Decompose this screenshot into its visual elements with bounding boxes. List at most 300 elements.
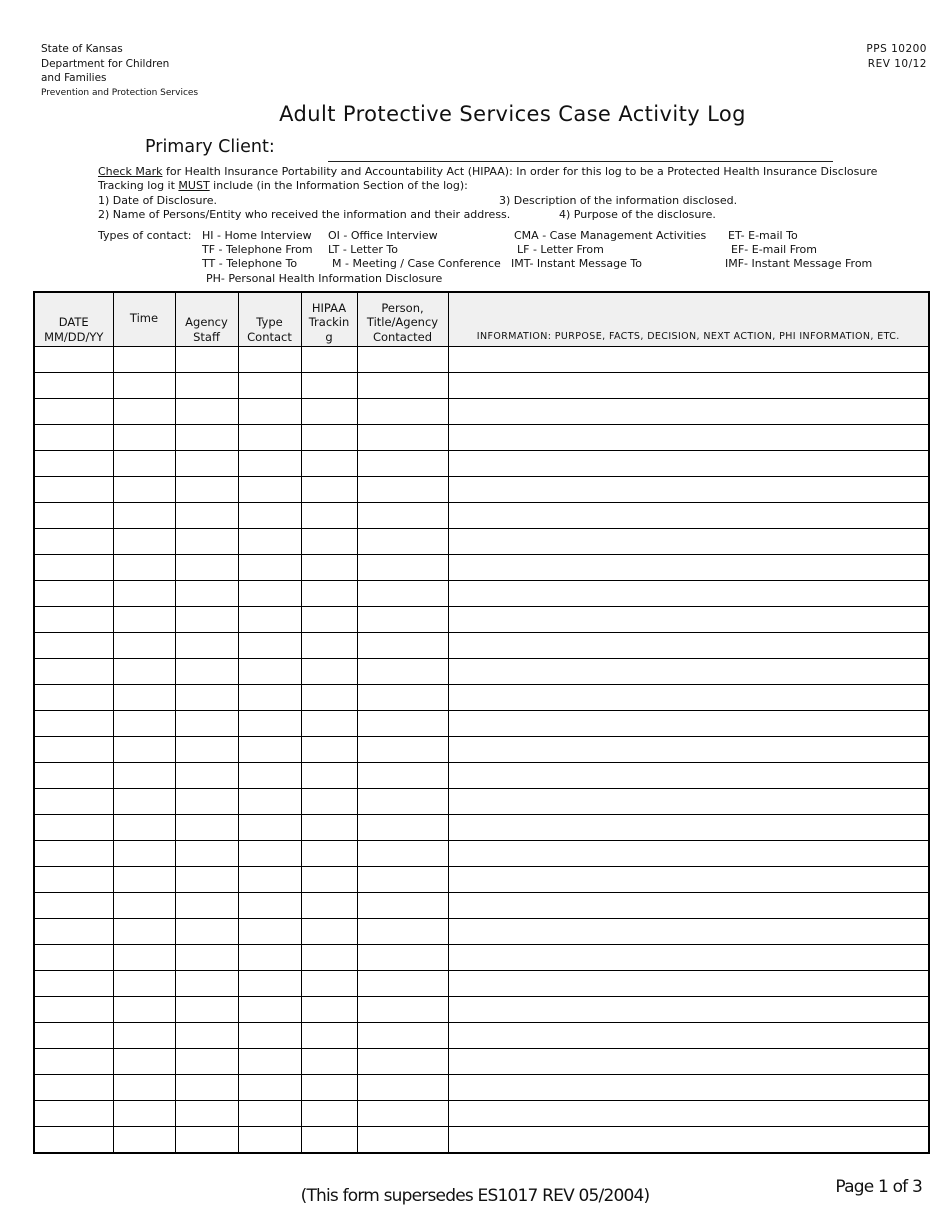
cell-person-contacted[interactable]: [357, 529, 448, 555]
cell-time[interactable]: [113, 1127, 175, 1154]
cell-agency-staff[interactable]: [175, 633, 238, 659]
cell-information[interactable]: [448, 685, 929, 711]
cell-information[interactable]: [448, 997, 929, 1023]
cell-type-contact[interactable]: [238, 737, 301, 763]
cell-time[interactable]: [113, 503, 175, 529]
cell-hipaa-tracking[interactable]: [301, 1101, 357, 1127]
table-row: [34, 1023, 929, 1049]
cell-type-contact[interactable]: [238, 425, 301, 451]
cell-type-contact[interactable]: [238, 815, 301, 841]
cell-agency-staff[interactable]: [175, 347, 238, 373]
cell-agency-staff[interactable]: [175, 737, 238, 763]
contact-type-m: M - Meeting / Case Conference: [332, 257, 501, 271]
cell-type-contact[interactable]: [238, 841, 301, 867]
cell-information[interactable]: [448, 347, 929, 373]
contact-type-et: ET- E-mail To: [728, 229, 798, 242]
cell-time[interactable]: [113, 1023, 175, 1049]
cell-person-contacted[interactable]: [357, 893, 448, 919]
cell-hipaa-tracking[interactable]: [301, 763, 357, 789]
cell-hipaa-tracking[interactable]: [301, 425, 357, 451]
col-type-line1: Type: [256, 315, 283, 329]
contact-types-label: Types of contact:: [98, 229, 192, 242]
cell-person-contacted[interactable]: [357, 477, 448, 503]
cell-information[interactable]: [448, 841, 929, 867]
cell-type-contact[interactable]: [238, 763, 301, 789]
form-revision: REV 10/12: [867, 57, 927, 70]
cell-hipaa-tracking[interactable]: [301, 685, 357, 711]
table-row: [34, 685, 929, 711]
cell-date[interactable]: [34, 555, 113, 581]
cell-type-contact[interactable]: [238, 789, 301, 815]
cell-person-contacted[interactable]: [357, 451, 448, 477]
cell-information[interactable]: [448, 633, 929, 659]
cell-type-contact[interactable]: [238, 503, 301, 529]
table-row: [34, 841, 929, 867]
cell-type-contact[interactable]: [238, 477, 301, 503]
cell-agency-staff[interactable]: [175, 1127, 238, 1154]
contact-types-col4: [725, 229, 872, 272]
hipaa-item-3: 3) Description of the information disclosed.: [499, 193, 738, 207]
table-row: [34, 1075, 929, 1101]
cell-time[interactable]: [113, 815, 175, 841]
table-row: [34, 867, 929, 893]
contact-type-lt: LT - Letter To: [328, 243, 398, 257]
cell-date[interactable]: [34, 477, 113, 503]
contact-type-tt: TT - Telephone To: [202, 257, 298, 271]
cell-information[interactable]: [448, 425, 929, 451]
agency-division: Prevention and Protection Services: [41, 87, 199, 98]
cell-type-contact[interactable]: [238, 1049, 301, 1075]
cell-information[interactable]: [448, 607, 929, 633]
cell-type-contact[interactable]: [238, 529, 301, 555]
cell-type-contact[interactable]: [238, 893, 301, 919]
table-row: [34, 659, 929, 685]
table-row: [34, 945, 929, 971]
contact-type-hi: HI - Home Interview: [202, 229, 312, 242]
cell-agency-staff[interactable]: [175, 711, 238, 737]
cell-time[interactable]: [113, 529, 175, 555]
cell-person-contacted[interactable]: [357, 737, 448, 763]
cell-time[interactable]: [113, 945, 175, 971]
table-row: [34, 529, 929, 555]
cell-hipaa-tracking[interactable]: [301, 997, 357, 1023]
form-number: PPS 10200: [866, 43, 927, 55]
table-row: [34, 425, 929, 451]
cell-person-contacted[interactable]: [357, 399, 448, 425]
col-date-line2: MM/DD/YY: [44, 329, 104, 344]
cell-agency-staff[interactable]: [175, 971, 238, 997]
hipaa-item-2: 2) Name of Persons/Entity who received the information and their address.: [98, 207, 511, 221]
cell-date[interactable]: [34, 399, 113, 425]
cell-person-contacted[interactable]: [357, 997, 448, 1023]
cell-type-contact[interactable]: [238, 945, 301, 971]
cell-date[interactable]: [34, 1023, 113, 1049]
cell-hipaa-tracking[interactable]: [301, 919, 357, 945]
cell-hipaa-tracking[interactable]: [301, 555, 357, 581]
cell-hipaa-tracking[interactable]: [301, 529, 357, 555]
cell-person-contacted[interactable]: [357, 945, 448, 971]
cell-date[interactable]: [34, 581, 113, 607]
cell-information[interactable]: [448, 737, 929, 763]
cell-information[interactable]: [448, 581, 929, 607]
cell-time[interactable]: [113, 997, 175, 1023]
cell-date[interactable]: [34, 373, 113, 399]
cell-person-contacted[interactable]: [357, 789, 448, 815]
cell-type-contact[interactable]: [238, 373, 301, 399]
table-row: [34, 451, 929, 477]
cell-information[interactable]: [448, 529, 929, 555]
cell-time[interactable]: [113, 971, 175, 997]
cell-person-contacted[interactable]: [357, 867, 448, 893]
contact-type-cma: CMA - Case Management Activities: [514, 229, 707, 242]
cell-date[interactable]: [34, 815, 113, 841]
cell-hipaa-tracking[interactable]: [301, 477, 357, 503]
col-header-hipaa-tracking: [301, 292, 357, 347]
contact-type-lf: LF - Letter From: [517, 243, 604, 257]
cell-date[interactable]: [34, 893, 113, 919]
col-time-line1: Time: [129, 311, 159, 326]
col-staff-line2: Staff: [193, 329, 220, 344]
cell-person-contacted[interactable]: [357, 841, 448, 867]
table-row: [34, 503, 929, 529]
cell-agency-staff[interactable]: [175, 1023, 238, 1049]
cell-date[interactable]: [34, 867, 113, 893]
cell-information[interactable]: [448, 1049, 929, 1075]
cell-type-contact[interactable]: [238, 1127, 301, 1154]
cell-type-contact[interactable]: [238, 1023, 301, 1049]
cell-information[interactable]: [448, 1023, 929, 1049]
cell-person-contacted[interactable]: [357, 971, 448, 997]
cell-time[interactable]: [113, 581, 175, 607]
col-header-time: [113, 292, 175, 347]
cell-date[interactable]: [34, 711, 113, 737]
primary-client-label: Primary Client:: [145, 137, 275, 157]
col-person-line2: Title/Agency: [366, 315, 439, 329]
table-row: [34, 347, 929, 373]
cell-information[interactable]: [448, 1101, 929, 1127]
cell-time[interactable]: [113, 711, 175, 737]
cell-information[interactable]: [448, 711, 929, 737]
cell-type-contact[interactable]: [238, 1101, 301, 1127]
col-header-type-contact: [238, 292, 301, 347]
cell-time[interactable]: [113, 893, 175, 919]
cell-agency-staff[interactable]: [175, 945, 238, 971]
primary-client-field[interactable]: [328, 161, 833, 162]
cell-agency-staff[interactable]: [175, 815, 238, 841]
cell-information[interactable]: [448, 659, 929, 685]
cell-time[interactable]: [113, 867, 175, 893]
cell-date[interactable]: [34, 425, 113, 451]
table-row: [34, 373, 929, 399]
cell-person-contacted[interactable]: [357, 555, 448, 581]
cell-hipaa-tracking[interactable]: [301, 347, 357, 373]
cell-person-contacted[interactable]: [357, 607, 448, 633]
agency-department: Department for Children: [41, 57, 170, 70]
supersedes-note: (This form supersedes ES1017 REV 05/2004): [300, 1186, 650, 1206]
cell-hipaa-tracking[interactable]: [301, 945, 357, 971]
cell-hipaa-tracking[interactable]: [301, 633, 357, 659]
cell-type-contact[interactable]: [238, 971, 301, 997]
cell-agency-staff[interactable]: [175, 529, 238, 555]
cell-date[interactable]: [34, 763, 113, 789]
table-row: [34, 1127, 929, 1154]
cell-person-contacted[interactable]: [357, 1049, 448, 1075]
cell-agency-staff[interactable]: [175, 659, 238, 685]
cell-agency-staff[interactable]: [175, 581, 238, 607]
cell-type-contact[interactable]: [238, 1075, 301, 1101]
cell-person-contacted[interactable]: [357, 1127, 448, 1154]
cell-agency-staff[interactable]: [175, 789, 238, 815]
cell-time[interactable]: [113, 477, 175, 503]
cell-information[interactable]: [448, 477, 929, 503]
page-number: Page 1 of 3: [835, 1177, 922, 1197]
cell-date[interactable]: [34, 997, 113, 1023]
col-hipaa-line2: Trackin: [308, 315, 350, 329]
cell-date[interactable]: [34, 633, 113, 659]
cell-agency-staff[interactable]: [175, 841, 238, 867]
cell-time[interactable]: [113, 1075, 175, 1101]
cell-information[interactable]: [448, 503, 929, 529]
contact-types-col3: [511, 229, 706, 272]
cell-agency-staff[interactable]: [175, 1049, 238, 1075]
table-row: [34, 399, 929, 425]
cell-date[interactable]: [34, 607, 113, 633]
contact-type-tf: TF - Telephone From: [202, 243, 313, 257]
cell-agency-staff[interactable]: [175, 685, 238, 711]
cell-date[interactable]: [34, 945, 113, 971]
cell-type-contact[interactable]: [238, 997, 301, 1023]
cell-type-contact[interactable]: [238, 867, 301, 893]
cell-time[interactable]: [113, 789, 175, 815]
cell-information[interactable]: [448, 1127, 929, 1154]
table-row: [34, 919, 929, 945]
cell-type-contact[interactable]: [238, 399, 301, 425]
cell-time[interactable]: [113, 399, 175, 425]
contact-type-imf: IMF- Instant Message From: [725, 257, 873, 271]
table-header-row: [34, 292, 929, 347]
cell-date[interactable]: [34, 529, 113, 555]
cell-hipaa-tracking[interactable]: [301, 503, 357, 529]
cell-person-contacted[interactable]: [357, 425, 448, 451]
cell-time[interactable]: [113, 425, 175, 451]
cell-date[interactable]: [34, 1101, 113, 1127]
cell-hipaa-tracking[interactable]: [301, 789, 357, 815]
activity-log-table: [33, 291, 930, 1154]
cell-type-contact[interactable]: [238, 347, 301, 373]
cell-hipaa-tracking[interactable]: [301, 399, 357, 425]
cell-hipaa-tracking[interactable]: [301, 893, 357, 919]
hipaa-notice: [98, 165, 877, 222]
cell-information[interactable]: [448, 763, 929, 789]
cell-person-contacted[interactable]: [357, 503, 448, 529]
cell-hipaa-tracking[interactable]: [301, 581, 357, 607]
cell-time[interactable]: [113, 373, 175, 399]
table-row: [34, 763, 929, 789]
table-row: [34, 971, 929, 997]
cell-agency-staff[interactable]: [175, 477, 238, 503]
cell-hipaa-tracking[interactable]: [301, 737, 357, 763]
col-type-line2: Contact: [247, 329, 292, 344]
cell-type-contact[interactable]: [238, 607, 301, 633]
cell-time[interactable]: [113, 607, 175, 633]
col-header-date: [34, 292, 113, 347]
cell-time[interactable]: [113, 763, 175, 789]
table-row: [34, 477, 929, 503]
cell-hipaa-tracking[interactable]: [301, 711, 357, 737]
cell-agency-staff[interactable]: [175, 919, 238, 945]
cell-time[interactable]: [113, 451, 175, 477]
cell-type-contact[interactable]: [238, 685, 301, 711]
cell-hipaa-tracking[interactable]: [301, 1049, 357, 1075]
cell-information[interactable]: [448, 867, 929, 893]
table-row: [34, 633, 929, 659]
cell-hipaa-tracking[interactable]: [301, 607, 357, 633]
cell-time[interactable]: [113, 737, 175, 763]
agency-department-cont: and Families: [41, 72, 107, 84]
cell-date[interactable]: [34, 789, 113, 815]
cell-person-contacted[interactable]: [357, 763, 448, 789]
cell-person-contacted[interactable]: [357, 1101, 448, 1127]
col-person-line1: Person,: [381, 300, 424, 315]
hipaa-item-4: 4) Purpose of the disclosure.: [559, 207, 716, 221]
table-row: [34, 581, 929, 607]
cell-date[interactable]: [34, 685, 113, 711]
cell-person-contacted[interactable]: [357, 711, 448, 737]
cell-agency-staff[interactable]: [175, 997, 238, 1023]
cell-hipaa-tracking[interactable]: [301, 1023, 357, 1049]
cell-agency-staff[interactable]: [175, 503, 238, 529]
cell-hipaa-tracking[interactable]: [301, 867, 357, 893]
cell-hipaa-tracking[interactable]: [301, 1127, 357, 1154]
cell-hipaa-tracking[interactable]: [301, 971, 357, 997]
cell-type-contact[interactable]: [238, 919, 301, 945]
cell-time[interactable]: [113, 659, 175, 685]
cell-person-contacted[interactable]: [357, 659, 448, 685]
col-header-agency-staff: [175, 292, 238, 347]
cell-agency-staff[interactable]: [175, 1101, 238, 1127]
cell-information[interactable]: [448, 555, 929, 581]
cell-time[interactable]: [113, 919, 175, 945]
cell-agency-staff[interactable]: [175, 763, 238, 789]
cell-information[interactable]: [448, 893, 929, 919]
cell-hipaa-tracking[interactable]: [301, 659, 357, 685]
cell-agency-staff[interactable]: [175, 451, 238, 477]
cell-hipaa-tracking[interactable]: [301, 841, 357, 867]
cell-person-contacted[interactable]: [357, 581, 448, 607]
cell-type-contact[interactable]: [238, 555, 301, 581]
contact-type-ef: EF- E-mail From: [731, 243, 817, 257]
cell-information[interactable]: [448, 399, 929, 425]
cell-person-contacted[interactable]: [357, 1023, 448, 1049]
form-number-block: [866, 42, 927, 71]
cell-time[interactable]: [113, 685, 175, 711]
cell-date[interactable]: [34, 1075, 113, 1101]
cell-information[interactable]: [448, 789, 929, 815]
cell-date[interactable]: [34, 659, 113, 685]
col-hipaa-line3: g: [325, 329, 333, 344]
cell-person-contacted[interactable]: [357, 815, 448, 841]
cell-person-contacted[interactable]: [357, 919, 448, 945]
table-row: [34, 737, 929, 763]
cell-date[interactable]: [34, 1127, 113, 1154]
cell-type-contact[interactable]: [238, 581, 301, 607]
cell-type-contact[interactable]: [238, 659, 301, 685]
cell-information[interactable]: [448, 815, 929, 841]
cell-hipaa-tracking[interactable]: [301, 815, 357, 841]
table-row: [34, 893, 929, 919]
table-row: [34, 997, 929, 1023]
cell-date[interactable]: [34, 451, 113, 477]
table-row: [34, 789, 929, 815]
cell-type-contact[interactable]: [238, 711, 301, 737]
cell-agency-staff[interactable]: [175, 1075, 238, 1101]
table-body: [34, 347, 929, 1154]
cell-date[interactable]: [34, 971, 113, 997]
cell-agency-staff[interactable]: [175, 555, 238, 581]
col-header-person-contacted: [357, 292, 448, 347]
cell-hipaa-tracking[interactable]: [301, 451, 357, 477]
cell-information[interactable]: [448, 1075, 929, 1101]
cell-type-contact[interactable]: [238, 633, 301, 659]
hipaa-item-1: 1) Date of Disclosure.: [98, 193, 218, 207]
cell-information[interactable]: [448, 971, 929, 997]
cell-time[interactable]: [113, 347, 175, 373]
cell-agency-staff[interactable]: [175, 607, 238, 633]
cell-agency-staff[interactable]: [175, 373, 238, 399]
cell-hipaa-tracking[interactable]: [301, 373, 357, 399]
cell-information[interactable]: [448, 945, 929, 971]
cell-type-contact[interactable]: [238, 451, 301, 477]
cell-agency-staff[interactable]: [175, 893, 238, 919]
cell-information[interactable]: [448, 373, 929, 399]
contact-types-col2: [328, 229, 501, 272]
cell-time[interactable]: [113, 841, 175, 867]
cell-agency-staff[interactable]: [175, 399, 238, 425]
cell-date[interactable]: [34, 1049, 113, 1075]
agency-state: State of Kansas: [41, 43, 123, 55]
cell-time[interactable]: [113, 633, 175, 659]
must-label: MUST: [178, 179, 210, 193]
agency-block: [41, 42, 198, 100]
cell-person-contacted[interactable]: [357, 347, 448, 373]
cell-person-contacted[interactable]: [357, 1075, 448, 1101]
cell-person-contacted[interactable]: [357, 633, 448, 659]
table-row: [34, 815, 929, 841]
cell-date[interactable]: [34, 841, 113, 867]
contact-type-imt: IMT- Instant Message To: [511, 257, 642, 271]
cell-hipaa-tracking[interactable]: [301, 1075, 357, 1101]
cell-date[interactable]: [34, 737, 113, 763]
cell-time[interactable]: [113, 555, 175, 581]
cell-agency-staff[interactable]: [175, 867, 238, 893]
hipaa-line1: for Health Insurance Portability and Accountability Act (HIPAA): In order for this log to be a Protected Health Insurance Disclosure: [162, 165, 878, 178]
cell-time[interactable]: [113, 1101, 175, 1127]
cell-date[interactable]: [34, 347, 113, 373]
table-row: [34, 1049, 929, 1075]
cell-date[interactable]: [34, 919, 113, 945]
cell-date[interactable]: [34, 503, 113, 529]
cell-information[interactable]: [448, 451, 929, 477]
table-row: [34, 1101, 929, 1127]
cell-agency-staff[interactable]: [175, 425, 238, 451]
cell-person-contacted[interactable]: [357, 373, 448, 399]
cell-information[interactable]: [448, 919, 929, 945]
contact-type-ph: PH- Personal Health Information Disclosure: [206, 271, 443, 285]
hipaa-line2-rest: include (in the Information Section of the log):: [209, 179, 468, 193]
cell-person-contacted[interactable]: [357, 685, 448, 711]
cell-time[interactable]: [113, 1049, 175, 1075]
col-person-line3: Contacted: [372, 329, 433, 344]
